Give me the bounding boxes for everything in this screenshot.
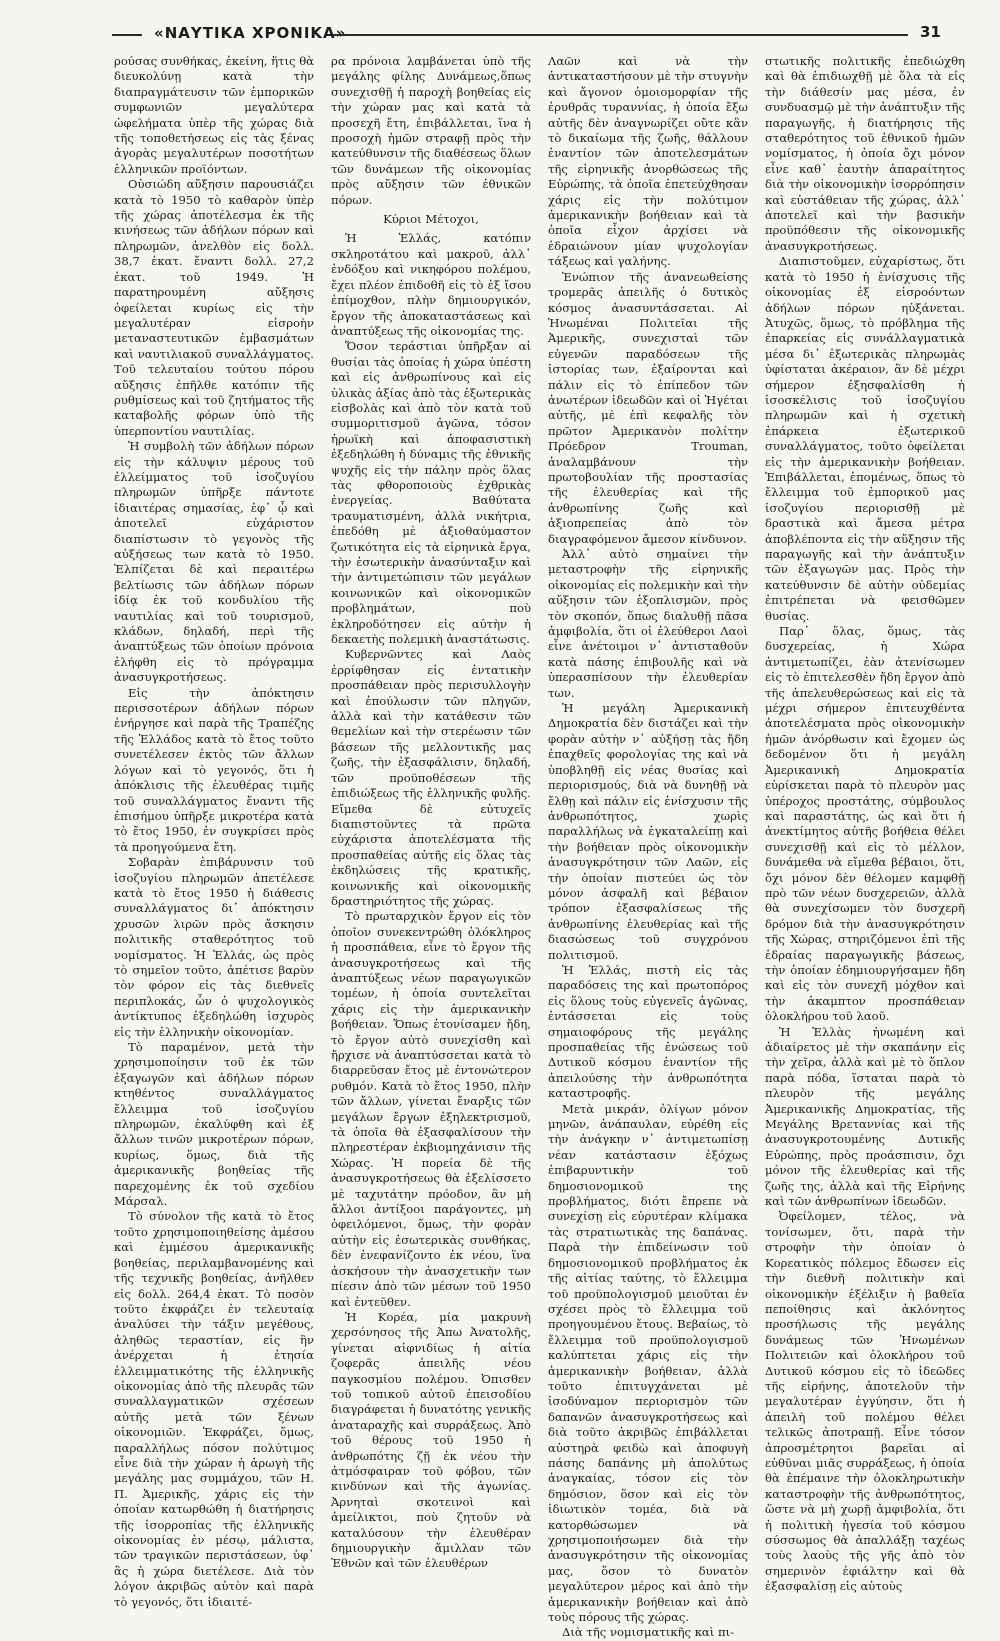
paragraph: Διὰ τῆς νομισματικῆς καὶ πι- [562, 1625, 735, 1640]
paragraph: Οὐσιώδη αὔξησιν παρουσιάζει κατὰ τὸ 1950 τὸ καθαρὸν ὑπὲρ τῆς χώρας ἀποτέλεσμα ἐκ τῆς κινήσεως τῶν ἀδήλων πόρων καὶ πληρωμῶν, ἀνελθὸν εἰς δολλ. 38,7 ἑκατ. ἔναντι δολλ. 27,2 ἑκατ. τοῦ 1949. Ἡ παρατηρουμένη αὔξησις ὀφείλεται κυρίως εἰς τὴν μεγαλυτέραν εἰσροὴν μεταναστευτικῶν ἐμβασμάτων καὶ ναυτιλιακοῦ συναλλάγματος. Τοῦ τελευταίου τούτου πόρου αὔξησις ἐπῆλθε κατόπιν τῆς ρυθμίσεως καὶ τοῦ ζητήματος τῆς καταβολῆς φόρων ὑπὸ τῆς ὑπερποντίου ναυτιλίας. [114, 177, 314, 438]
paragraph: Ἐνώπιον τῆς ἀνανεωθείσης τρομερᾶς ἀπειλῆς ὁ δυτικὸς κόσμος ἀνασυντάσσεται. Αἱ Ἡνωμέναι Πολιτεῖαι τῆς Ἀμερικῆς, συνεχισταὶ τῶν εὐγενῶν παραδόσεων τῆς ἱστορίας των, ἐξαίρονται καὶ πάλιν εἰς τὸ ἐπίπεδον τῶν ἀνωτέρων ἰδεωδῶν καὶ οἱ Ἡγέται αὐτῆς, μὲ ἐπὶ κεφαλῆς τὸν πρῶτον Ἀμερικανὸν πολίτην Πρόεδρον Trouman, ἀναλαμβάνουν τὴν πρωτοβουλίαν τῆς προστασίας τῆς ἐλευθερίας καὶ τῆς ἀνθρωπίνης ζωῆς καὶ ἀξιοπρεπείας ἀπὸ τὸν διαγραφόμενον ἄμεσον κίνδυνον. [548, 269, 748, 546]
text-column-3 [548, 54, 748, 1640]
paragraph: Ἡ Κορέα, μία μακρυνὴ χερσόνησος τῆς Ἀπω Ἀνατολῆς, γίνεται αἰφνιδίως ἡ αἰτία ζοφερᾶς ἀπειλῆς νέου παγκοσμίου πολέμου. Ὀπισθεν τοῦ τοπικοῦ αὐτοῦ ἐπεισοδίου διαγράφεται ἡ δυνατότης γενικῆς ἀναταραχῆς καὶ συρράξεως. Ἀπὸ τοῦ θέρους τοῦ 1950 ἡ ἀνθρωπότης ζῇ ἐκ νέου τὴν ἀτμόσφαιραν τοῦ φόβου, τῶν κινδύνων καὶ τῆς ἀγωνίας. Ἀρνηταὶ σκοτεινοὶ καὶ ἀμείλικτοι, ποὺ ζητοῦν νὰ καταλύσουν τὴν ἐλευθέραν δημιουργικὴν ἅμιλλαν τῶν Ἐθνῶν καὶ τῶν ἐλευθέρων [331, 1309, 531, 1571]
page-number: 31 [920, 23, 941, 41]
paragraph: Κυβερνῶντες καὶ Λαὸς ἐρρίφθησαν εἰς ἐντατικὴν προσπάθειαν πρὸς περισυλλογὴν καὶ ἐπούλωσιν τῶν πληγῶν, ἀλλὰ καὶ τὴν κατάθεσιν τῶν θεμελίων καὶ τὴν στερέωσιν τῶν βάσεων τῆς μελλοντικῆς μας ζωῆς, τὴν ἐξασφάλισιν, δηλαδή, τῶν προϋποθέσεων τῆς ἐπιδιώξεως τῆς ἑλληνικῆς φυλῆς. Εἴμεθα δὲ εὐτυχεῖς διαπιστοῦντες τὰ πρῶτα εὐχάριστα ἀποτελέσματα τῆς προσπαθείας αὐτῆς εἰς ὅλας τὰς ἐκδηλώσεις τῆς κρατικῆς, κοινωνικῆς καὶ οἰκονομικῆς δραστηριότητος τῆς χώρας. [331, 647, 531, 908]
paragraph: Ἡ Ἑλλάς, πιστὴ εἰς τὰς παραδόσεις της καὶ πρωτοπόρος εἰς ὅλους τοὺς εὐγενεῖς ἀγῶνας, ἐντάσσεται εἰς τοὺς σημαιοφόρους τῆς μεγάλης προσπαθείας τῆς ἐνώσεως τοῦ Δυτικοῦ κόσμου ἐναντίον τῆς ἀπειλούσης τὴν ἀνθρωπότητα καταστροφῆς. [548, 962, 748, 1101]
paragraph: Ἡ Ἑλλὰς ἡνωμένη καὶ ἀδιαίρετος μὲ τὴν σκαπάνην εἰς τὴν χεῖρα, ἀλλὰ καὶ μὲ τὸ ὅπλον παρὰ πόδα, ἵσταται παρὰ τὸ πλευρὸν τῆς μεγάλης Ἀμερικανικῆς Δημοκρατίας, τῆς Μεγάλης Βρεταννίας καὶ τῆς ἀνασυγκροτουμένης Δυτικῆς Εὐρώπης, πρὸς προάσπισιν, ὄχι μόνον τῆς ἐλευθερίας καὶ τῆς ζωῆς της, ἀλλὰ καὶ τῆς Εἰρήνης καὶ τῶν ἀνθρωπίνων ἰδεωδῶν. [765, 1024, 965, 1209]
paragraph: Ὅσον τεράστιαι ὑπῆρξαν αἱ θυσίαι τὰς ὁποίας ἡ χώρα ὑπέστη καὶ εἰς ἀνθρωπίνους καὶ εἰς ὑλικὰς ἀξίας ἀπὸ τὰς ἐξωτερικὰς εἰσβολὰς καὶ ἀπὸ τὸν κατὰ τοῦ συμμοριτισμοῦ ἀγῶνα, τόσον ἡρωϊκὴ καὶ ἀποφασιστικὴ ἐξεδηλώθη ἡ δύναμις τῆς ἐθνικῆς ψυχῆς εἰς τὴν πάλην πρὸς ὅλας τὰς φθοροποιοὺς ἐχθρικὰς ἐνεργείας. Βαθύτατα τραυματισμένη, ἀλλὰ νικήτρια, ἐπεδόθη μὲ ἀξιοθαύμαστον ζωτικότητα εἰς τὰ εἰρηνικὰ ἔργα, τὴν ἐσωτερικὴν ἀνασύνταξιν καὶ τὴν ἀντιμετώπισιν τῶν μεγάλων κοινωνικῶν καὶ οἰκονομικῶν προβλημάτων, ποὺ ἐκληροδότησεν εἰς αὐτὴν ἡ δεκαετὴς πολεμικὴ ἀναστάτωσις. [331, 339, 531, 647]
paragraph: Ὀφείλομεν, τέλος, νὰ τονίσωμεν, ὅτι, παρὰ τὴν στροφὴν τὴν ὁποίαν ὁ Κορεατικὸς πόλεμος ἔδωσεν εἰς τὴν διεθνῆ πολιτικὴν καὶ οἰκονομικὴν ἐξέλιξιν ἡ βαθεῖα πεποίθησις καὶ ἀκλόνητος προσήλωσις τῆς μεγάλης δυνάμεως τῶν Ἡνωμένων Πολιτειῶν καὶ ὁλοκλήρου τοῦ Δυτικοῦ κόσμου εἰς τὸ ἰδεῶδες τῆς εἰρήνης, ἀποτελοῦν τὴν μεγαλυτέραν ἐγγύησιν, ὅτι ἡ ἀπειλὴ τοῦ πολέμου θέλει τελικῶς ἀποτραπῇ. Εἶνε τόσον ἀπροσμέτρητοι βαρεῖαι αἱ εὐθῦναι μιᾶς συρράξεως, ἡ ὁποία θὰ ἐπέμαινε τὴν ὁλοκληρωτικὴν καταστροφὴν τῆς ἀνθρωπότητος, ὥστε νὰ μὴ χωρῇ ἀμφιβολία, ὅτι ἡ πολιτικὴ ἡγεσία τοῦ κόσμου σύσσωμος θὰ ἀπαλλάξῃ ταχέως τοὺς λαοὺς τῆς γῆς ἀπὸ τὸν σημερινὸν ἐφιάλτην καὶ θὰ ἐξασφαλίσῃ εἰς αὐτοὺς [765, 1209, 965, 1594]
paragraph: ρούσας συνθήκας, ἐκείνη, ἥτις θὰ διευκολύνῃ κατὰ τὴν διαπραγμάτευσιν τῶν ἐμπορικῶν συμφωνιῶν μεγαλύτερα ὠφελήματα ὑπὲρ τῆς χώρας διὰ τῆς τοποθετήσεως εἰς τὰς ξένας ἀγορὰς μεγαλυτέρων ποσοτήτων ἑλληνικῶν προϊόντων. [114, 54, 314, 176]
paragraph: Ἡ μεγάλη Ἀμερικανικὴ Δημοκρατία δὲν διστάζει καὶ τὴν φορὰν αὐτὴν ν᾽ αὐξήσῃ τὰς ἤδη ἐπαχθεῖς φορολογίας της καὶ νὰ ὑποβληθῇ εἰς νέας θυσίας καὶ περιορισμούς, διὰ νὰ δυνηθῇ νὰ ἔλθῃ καὶ πάλιν εἰς ἐνίσχυσιν τῆς ἀνθρωπότητος, χωρὶς παραλλήλως νὰ ἐγκαταλείπῃ καὶ τὴν βοήθειαν πρὸς οἰκονομικὴν ἀνασυγκρότησιν τῶν Λαῶν, εἰς τὴν ὁποίαν πιστεύει ὡς τὸν μόνον ἀσφαλῆ καὶ βέβαιον τρόπον ἐξασφαλίσεως τῆς ἀνθρωπίνης ἐλευθερίας καὶ τῆς διασώσεως τοῦ συγχρόνου πολιτισμοῦ. [548, 701, 748, 962]
paragraph: ρα πρόνοια λαμβάνεται ὑπὸ τῆς μεγάλης φίλης Δυνάμεως,ὅπως συνεχισθῇ ἡ παροχὴ βοηθείας εἰς τὴν χώραν μας καὶ κατὰ τὰ προσεχῆ ἔτη, ἐπιβάλλεται, ἵνα ἡ προσοχὴ ἡμῶν στραφῇ πρὸς τὴν κατεύθυνσιν τῆς διαθέσεως ὅλων τῶν δυνάμεων τῆς οἰκονομίας πρὸς αὔξησιν τῶν ἐθνικῶν πόρων. [331, 54, 531, 207]
header-rule-left [112, 34, 142, 37]
paragraph: Διαπιστοῦμεν, εὐχαρίστως, ὅτι κατὰ τὸ 1950 ἡ ἐνίσχυσις τῆς οἰκονομίας ἐξ εἰσροόντων ἀδήλων πόρων ηὐξάνεται. Ἀτυχῶς, ὅμως, τὸ πρόβλημα τῆς ἐπαρκείας εἰς συνάλλαγματικὰ μέσα δι᾽ ἐξωτερικὰς πληρωμὰς ὑφίσταται ἀκέραιον, ἂν δὲ μέχρι σήμερον ἐξησφαλίσθη ἡ ἰσοσκέλισις τοῦ ἰσοζυγίου πληρωμῶν καὶ ἡ σχετικὴ ἐπάρκεια ἐξωτερικοῦ συναλλάγματος, τοῦτο ὀφείλεται εἰς τὴν ἀμερικανικὴν βοήθειαν. Ἐπιβάλλεται, ἑπομένως, ὅπως τὸ ἔλλειμμα τοῦ ἐμπορικοῦ μας ἰσοζυγίου περιορισθῇ μὲ δραστικὰ καὶ ἄμεσα μέτρα ἀποβλέποντα εἰς τὴν αὔξησιν τῆς παραγωγῆς καὶ τὴν ἀνάπτυξιν τῶν ἐξαγωγῶν μας. Πρὸς τὴν κατεύθυνσιν δὲ αὐτὴν οὐδεμίας ἐπιτρέπεται νὰ φεισθῶμεν θυσίας. [765, 254, 965, 623]
journal-title: «ΝΑΥΤΙΚΑ ΧΡΟΝΙΚΑ» [154, 24, 347, 42]
paragraph: Λαῶν καὶ νὰ τὴν ἀντικαταστήσουν μὲ τὴν στυγνὴν καὶ ἄγονον ὁμοιομορφίαν τῆς ἐρυθρᾶς τυραννίας, ἡ ὁποία ἔξω αὐτῆς δὲν ἀναγνωρίζει οὔτε κἂν τὸ δικαίωμα τῆς ζωῆς, θάλλουν ἐναντίον τῶν ἀποτελεσμάτων τῆς εἰρηνικῆς ἀνορθώσεως τῆς Εὐρώπης, τὰ ὁποῖα ἐπετεύχθησαν χάρις εἰς τὴν πολύτιμον ἀμερικανικὴν βοήθειαν καὶ τὰ ὁποῖα εἶχον ἀρχίσει νὰ ἑδραιώνουν μίαν ψυχολογίαν τάξεως καὶ γαλήνης. [548, 54, 748, 269]
text-column-4 [765, 54, 965, 1594]
paragraph: Μετὰ μικράν, ὀλίγων μόνον μηνῶν, ἀνάπαυλαν, εὑρέθη εἰς τὴν ἀνάγκην ν᾽ ἀντιμετωπίσῃ νέαν κατάστασιν ἐξόχως ἐπιβαρυντικὴν τοῦ δημοσιονομικοῦ της προβλήματος, διότι ἔπρεπε νὰ συνεχίσῃ εἰς εὐρυτέραν κλίμακα τὰς στρατιωτικὰς της δαπάνας. Παρὰ τὴν ἐπιδείνωσιν τοῦ δημοσιονομικοῦ προβλήματος ἐκ τῆς αἰτίας ταύτης, τὸ ἔλλειμμα τοῦ προϋπολογισμοῦ μειοῦται ἐν σχέσει πρὸς τὸ ἔλλειμμα τοῦ προηγουμένου ἔτους. Βεβαίως, τὸ ἔλλειμμα τοῦ προϋπολογισμοῦ καλύπτεται χάρις εἰς τὴν ἀμερικανικὴν βοήθειαν, ἀλλὰ τοῦτο ἐπιτυγχάνεται μὲ ἰσοδύναμον περιορισμὸν τῶν δαπανῶν ἀνασυγκροτήσεως καὶ διὰ τοῦτο ἀκριβῶς ἐπιβάλλεται αὐστηρὰ φειδὼ καὶ ἀποφυγὴ πάσης δαπάνης μὴ ἀπολύτως ἀναγκαίας, τόσον εἰς τὸν δημόσιον, ὅσον καὶ εἰς τὸν ἰδιωτικὸν τομέα, διὰ νὰ κατορθώσωμεν νὰ χρησιμοποιήσωμεν διὰ τὴν ἀνασυγκρότησιν τῆς οἰκονομίας μας, ὅσον τὸ δυνατὸν μεγαλύτερον μέρος καὶ ἀπὸ τὴν ἀμερικανικὴν βοήθειαν καὶ ἀπὸ τοὺς πόρους τῆς χώρας. [548, 1101, 748, 1625]
paragraph: Σοβαρὰν ἐπιβάρυνσιν τοῦ ἰσοζυγίου πληρωμῶν ἀπετέλεσε κατὰ τὸ ἔτος 1950 ἡ διάθεσις συναλλάγματος δι᾽ ἀπόκτησιν χρυσῶν λιρῶν πρὸς ἄσκησιν πολιτικῆς σταθερότητος τοῦ νομίσματος. Ἡ Ἑλλάς, ὡς πρὸς τὸ σημεῖον τοῦτο, ἀπέτισε βαρὺν τὸν φόρον εἰς τὰς διεθνεῖς περιπλοκάς, ὧν ὁ ψυχολογικὸς ἀντίκτυπος ἐξεδηλώθη ἰσχυρὸς εἰς τὴν ἑλληνικὴν οἰκονομίαν. [114, 855, 314, 1039]
page-header [112, 24, 958, 44]
header-rule-middle [332, 34, 908, 37]
paragraph: Παρ᾽ ὅλας, ὅμως, τὰς δυσχερείας, ἡ Χώρα ἀντιμετωπίζει, ἐὰν ἀτενίσωμεν εἰς τὸ ἐπιτελεσθὲν ἤδη ἔργον ἀπὸ τῆς ἀπελευθερώσεως καὶ εἰς τὰ μέχρι σήμερον ἐπιτευχθέντα ἀποτελέσματα πρὸς οἰκονομικὴν ἡμῶν ἀνόρθωσιν καὶ ἔχομεν ὡς δεδομένον ὅτι ἡ μεγάλη Ἀμερικανικὴ Δημοκρατία εὑρίσκεται παρὰ τὸ πλευρὸν μας ὑπέροχος προστάτης, σύμβουλος καὶ παραστάτης, ὡς καὶ ὅτι ἡ ἀνεκτίμητος αὐτῆς βοήθεια θέλει συνεχισθῇ καὶ εἰς τὸ μέλλον, δυνάμεθα νὰ εἴμεθα βέβαιοι, ὅτι, ὄχι μόνον δὲν θέλομεν καμφθῇ πρὸ τῶν νέων δυσχερειῶν, ἀλλὰ θὰ συνεχίσωμεν τὸν δυσχερῆ δρόμον διὰ τὴν ἀνασυγκρότησιν τῆς Χώρας, στηριζόμενοι ἐπὶ τῆς ἑδραίας παραγωγικῆς βάσεως, τὴν ὁποίαν ἐδημιουργήσαμεν ἤδη καὶ εἰς τὸν συνεχῆ μόχθον καὶ τὴν ἀκαμπτον προσπάθειαν ὁλοκλήρου τοῦ λαοῦ. [765, 624, 965, 1024]
paragraph: στωτικῆς πολιτικῆς ἐπεδιώχθη καὶ θὰ ἐπιδιωχθῇ μὲ ὅλα τὰ εἰς τὴν διάθεσίν μας μέσα, ἐν συνδυασμῷ μὲ τὴν ἀνάπτυξιν τῆς παραγωγῆς, ἡ διατήρησις τῆς σταθερότητος τοῦ ἐθνικοῦ ἡμῶν νομίσματος, ἡ ὁποία ὄχι μόνον εἶνε καθ᾽ ἑαυτὴν ἀπαραίτητος διὰ τὴν οἰκονομικὴν ἰσορρόπησιν καὶ εὐστάθειαν τῆς χώρας, ἀλλ᾽ ἀποτελεῖ καὶ τὴν βασικὴν προϋπόθεσιν τῆς οἰκονομικῆς ἀνασυγκροτήσεως. [765, 54, 965, 253]
paragraph: Ἀλλ᾽ αὐτὸ σημαίνει τὴν μεταστροφὴν τῆς εἰρηνικῆς οἰκονομίας εἰς πολεμικὴν καὶ τὴν αὔξησιν τῶν ἐξοπλισμῶν, πρὸς τὸν σκοπόν, ὅπως διαλυθῇ πᾶσα ἀμφιβολία, ὅτι οἱ ἐλεύθεροι Λαοὶ εἶνε ἀνέτοιμοι ν᾽ ἀντισταθοῦν κατὰ πάσης ἐπιβουλῆς καὶ νὰ ὑπερασπίσουν τὴν ἐλευθερίαν των. [548, 547, 748, 700]
text-column-1 [114, 54, 314, 1609]
paragraph: Τὸ παραμένον, μετὰ τὴν χρησιμοποίησιν τοῦ ἐκ τῶν ἐξαγωγῶν καὶ ἀδήλων πόρων κτηθέντος συναλλάγματος ἔλλειμμα τοῦ ἰσοζυγίου πληρωμῶν, ἐκαλύφθη καὶ ἐξ ἄλλων τινῶν μικροτέρων πόρων, κυρίως, ὅμως, διὰ τῆς ἀμερικανικῆς βοηθείας τῆς παρεχομένης ἐκ τοῦ σχεδίου Μάρσαλ. [114, 1040, 314, 1209]
paragraph: Ἡ συμβολὴ τῶν ἀδήλων πόρων εἰς τὴν κάλυψιν μέρους τοῦ ἐλλείμματος τοῦ ἰσοζυγίου πληρωμῶν ὑπῆρξε πάντοτε ἰδιαιτέρας σημασίας, ἐφ᾽ ᾧ καὶ ἀποτελεῖ εὐχάριστον διαπίστωσιν τὸ γεγονὸς τῆς αὐξήσεως των κατὰ τὸ 1950. Ἐλπίζεται δὲ καὶ περαιτέρω βελτίωσις τῶν ἀδήλων πόρων ἰδίᾳ ἐκ τοῦ κονδυλίου τῆς ναυτιλίας καὶ τοῦ τουρισμοῦ, κλάδων, δηλαδή, περὶ τῆς ἀναπτύξεως τῶν ὁποίων πρόνοια ἐλήφθη εἰς τὸ πρόγραμμα ἀνασυγκροτήσεως. [114, 439, 314, 685]
salutation-heading: Κύριοι Μέτοχοι, [383, 212, 479, 227]
paragraph: Ἡ Ἑλλάς, κατόπιν σκληροτάτου καὶ μακροῦ, ἀλλ᾽ ἐνδόξου καὶ νικηφόρου πολέμου, ἔχει πλέον ἐπιδοθῆ εἰς τὸ ἐξ ἴσου ἐπίμοχθον, πλὴν δημιουργικόν, ἔργον τῆς ἀποκαταστάσεως καὶ ἀναπτύξεως τῆς οἰκονομίας της. [331, 231, 531, 338]
paragraph: Τὸ σύνολον τῆς κατὰ τὸ ἔτος τοῦτο χρησιμοποιηθείσης ἀμέσου καὶ ἐμμέσου ἀμερικανικῆς βοηθείας, περιλαμβανομένης καὶ τῆς τεχνικῆς βοηθείας, ἀνῆλθεν εἰς δολλ. 264,4 ἑκατ. Τὸ ποσὸν τοῦτο ἐκφράζει ἐν τελευταίᾳ ἀναλύσει τὴν τάξιν μεγέθους, ἀληθῶς τεραστίαν, εἰς ἣν ἀνέρχεται ἡ ἐτησία ἐλλειμματικότης τῆς ἑλληνικῆς οἰκονομίας ἀπὸ τῆς πλευρᾶς τῶν συναλλαγματικῶν σχέσεων αὐτῆς μετὰ τῶν ξένων οἰκονομιῶν. Ἐκφράζει, ὅμως, παραλλήλως πόσον πολύτιμος εἶνε διὰ τὴν χώραν ἡ ἀρωγὴ τῆς μεγάλης μας συμμάχου, τῶν Η. Π. Ἀμερικῆς, χάρις εἰς τὴν ὁποίαν κατωρθώθη ἡ διατήρησις τῆς ἰσορροπίας τῆς ἑλληνικῆς οἰκονομίας ἐν μέσῳ, μάλιστα, τῶν τραγικῶν περιστάσεων, ὑφ᾽ ἃς ἡ χώρα διετέλεσε. Διὰ τὸν λόγον ἀκριβῶς αὐτὸν καὶ παρὰ τὸ γεγονός, ὅτι ἰδιαιτέ- [114, 1209, 314, 1609]
paragraph: Εἰς τὴν ἀπόκτησιν περισσοτέρων ἀδήλων πόρων ἐνήργησε καὶ παρὰ τῆς Τραπέζης τῆς Ἑλλάδος κατὰ τὸ ἔτος τοῦτο συνετέλεσεν ἐκτὸς τῶν ἄλλων λόγων καὶ τὸ γεγονός, ὅτι ἡ ἀπόκλισις τῆς ἐλευθέρας τιμῆς τοῦ συναλλάγματος ἔναντι τῆς ἐπισήμου ὑπῆρξε μικροτέρα κατὰ τὸ ἔτος 1950, ἐν συγκρίσει πρὸς τὰ προηγούμενα ἔτη. [114, 685, 314, 854]
text-column-2 [331, 54, 531, 1571]
paragraph: Τὸ πρωταρχικὸν ἔργον εἰς τὸν ὁποῖον συνεκεντρώθη ὁλόκληρος ἡ προσπάθεια, εἶνε τὸ ἔργον τῆς ἀνασυγκροτήσεως καὶ τῆς ἀναπτύξεως νέων παραγωγικῶν τομέων, ἡ ὁποία συντελεῖται χάρις εἰς τὴν ἀμερικανικὴν βοήθειαν. Ὅπως ἐτονίσαμεν ἤδη, τὸ ἔργον αὐτὸ συνεχίσθη καὶ ἤρχισε νὰ ἀναπτύσσεται κατὰ τὸ διαρρεῦσαν ἔτος μὲ ἐντονώτερον ρυθμόν. Κατὰ τὸ ἔτος 1950, πλὴν τῶν ἄλλων, γίνεται ἔναρξις τῶν μεγάλων ἔργων ἐξηλεκτρισμοῦ, τὰ ὁποῖα θὰ ἐξασφαλίσουν τὴν πληρεστέραν ἐκβιομηχάνισιν τῆς Χώρας. Ἡ πορεία δὲ τῆς ἀνασυγκροτήσεως θὰ ἐξελίσσετο μὲ ταχυτάτην πρόοδον, ἂν μὴ ἄλλοι ἀντίξοοι παράγοντες, μὴ ὀφειλόμενοι, ὅμως, τὴν φορὰν αὐτὴν εἰς ἐσωτερικὰς συνθήκας, δὲν ἐνεφανίζοντο ἐκ νέου, ἵνα ἀσκήσουν τὴν ἀνασχετικὴν των πίεσιν ἀπὸ τῶν μέσων τοῦ 1950 καὶ ἐντεῦθεν. [331, 909, 531, 1309]
